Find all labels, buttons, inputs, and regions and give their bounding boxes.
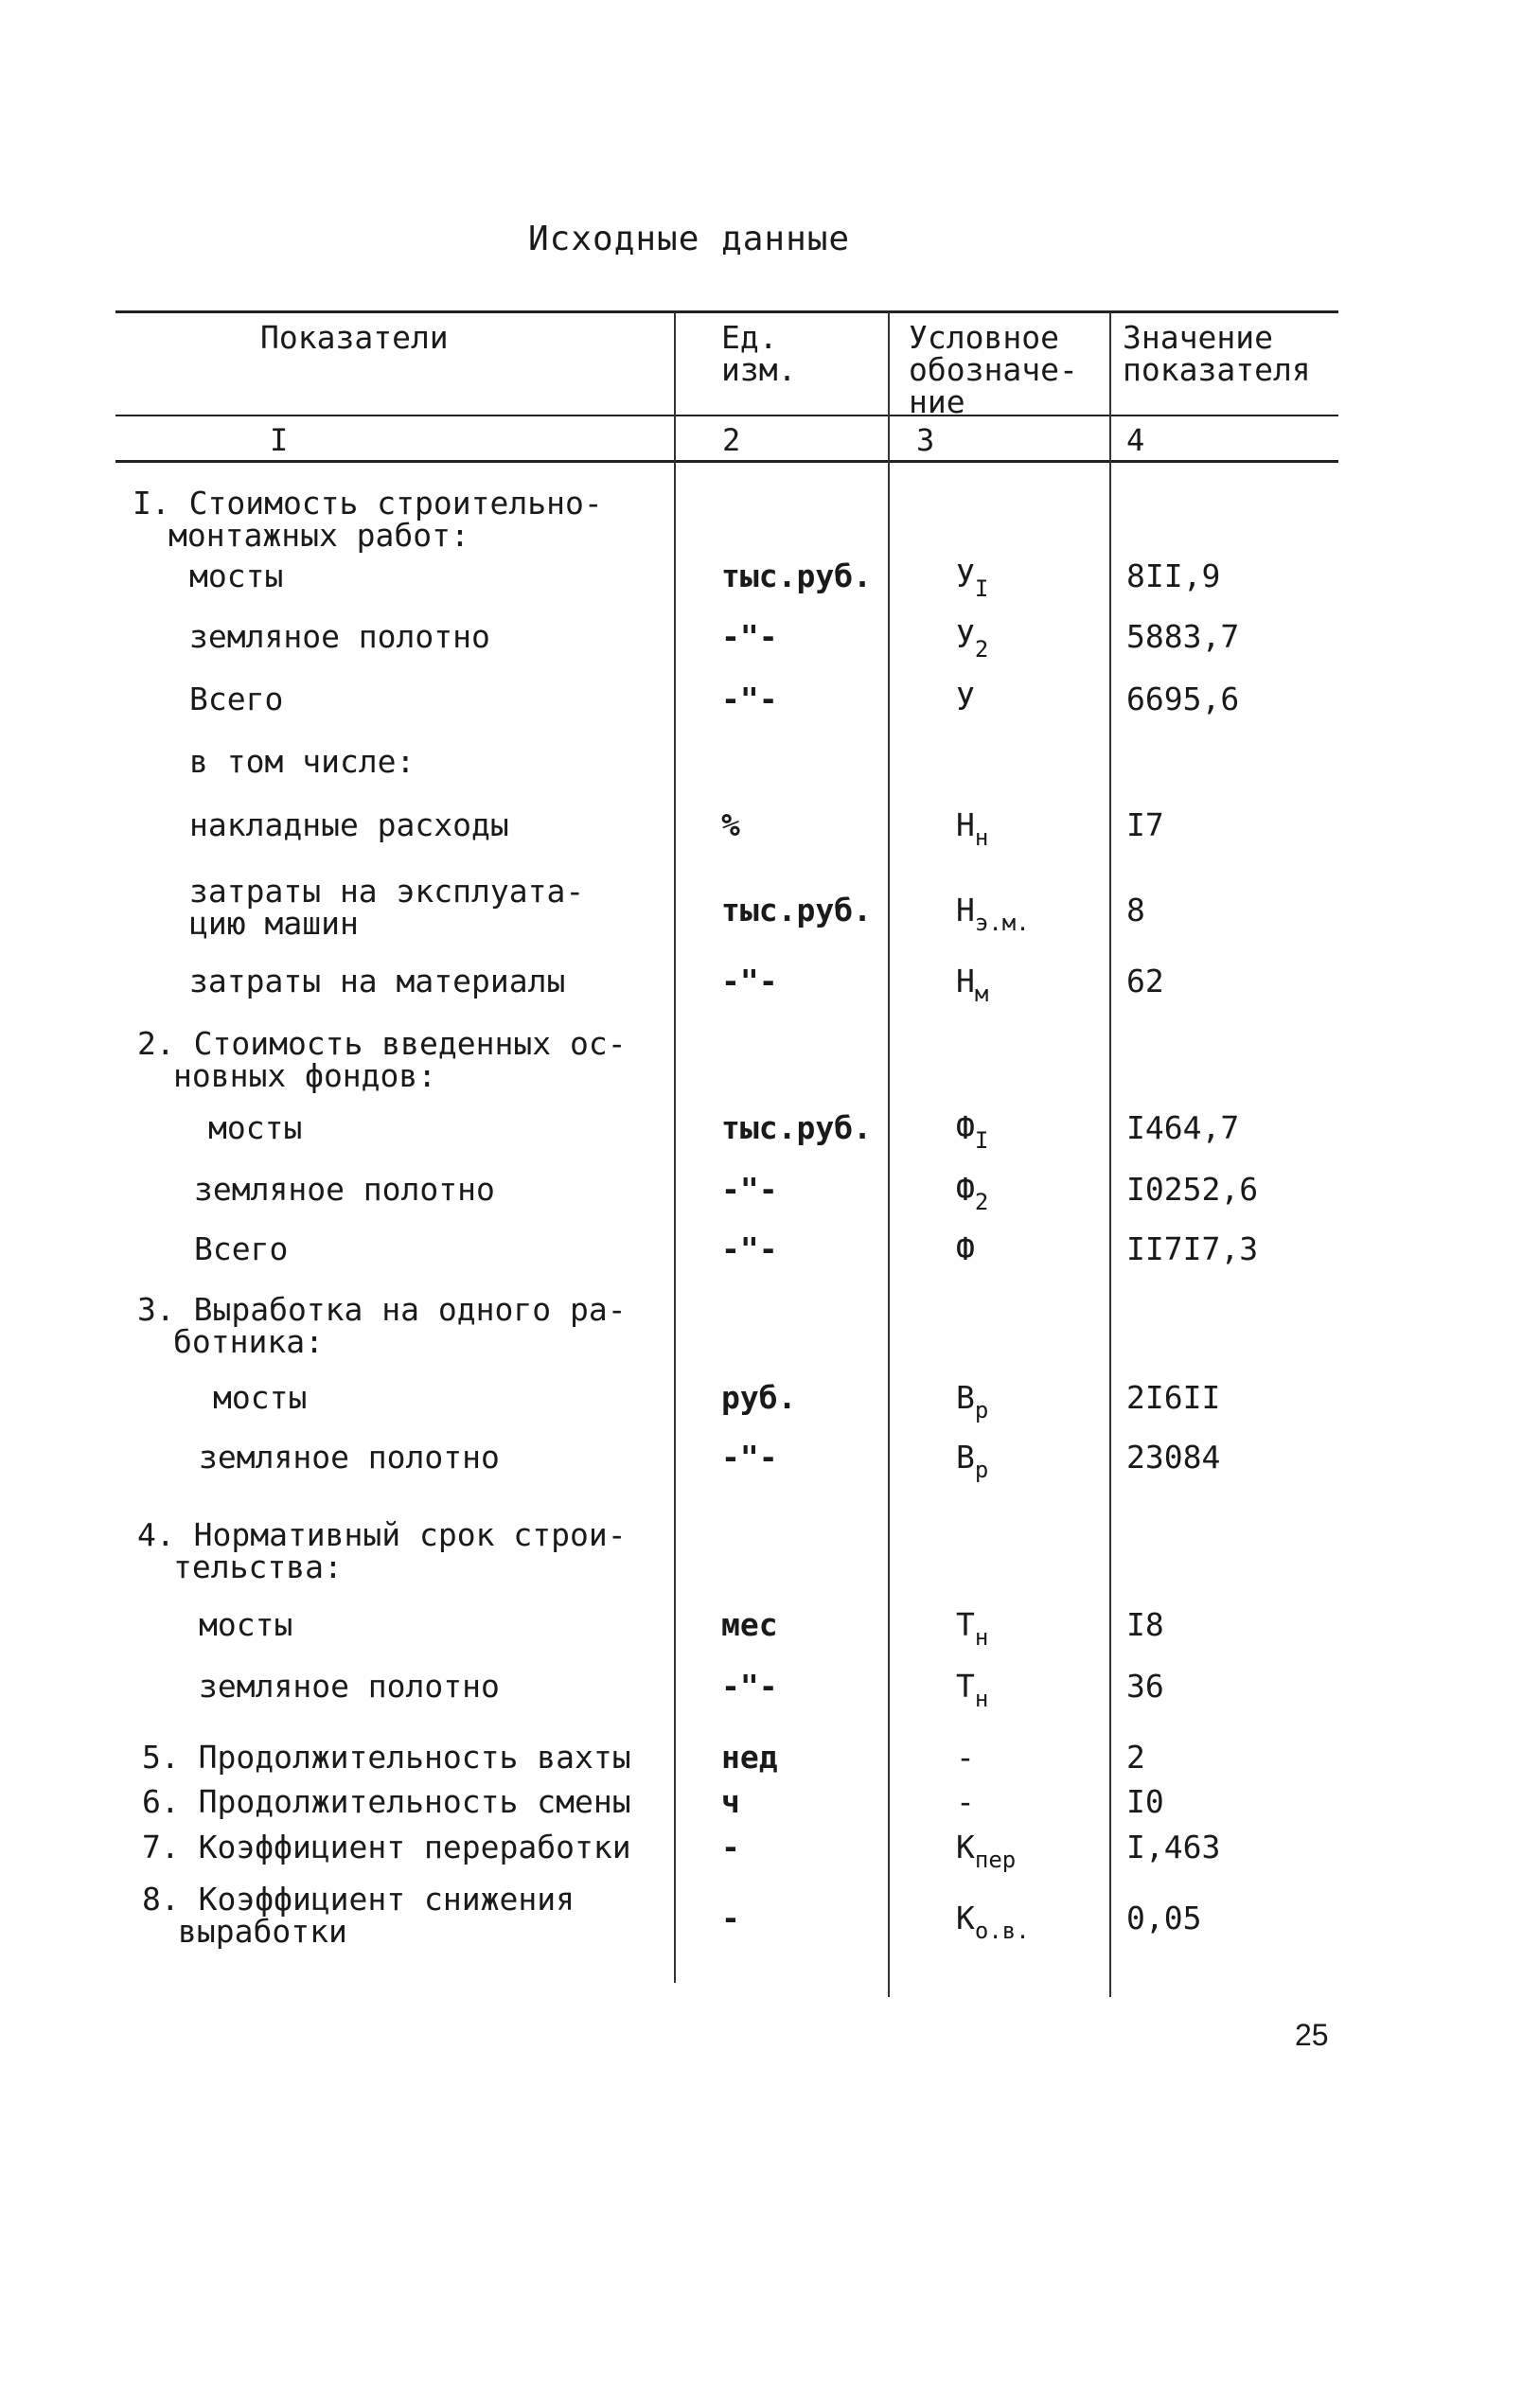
header-unit: Ед. изм. [721, 319, 797, 388]
symbol-letter: Ф [956, 1109, 975, 1146]
column-divider-3 [1109, 312, 1111, 1997]
row-unit: -"- [721, 1171, 778, 1208]
symbol-letter: В [956, 1439, 975, 1476]
symbol-letter: У [956, 681, 975, 717]
row-value: I7 [1126, 806, 1164, 843]
row-unit: -"- [721, 1668, 778, 1705]
row-label-line: Всего [189, 681, 284, 717]
row-label [137, 1291, 627, 1360]
row-label-line: в том числе: [189, 743, 416, 780]
row-label-line: новных фондов: [173, 1057, 437, 1094]
page-number: 25 [1295, 2018, 1329, 2052]
row-label [142, 1883, 575, 1948]
row-label-line: земляное полотно [199, 1439, 500, 1476]
row-label-line: цию машин [189, 905, 359, 942]
column-number-4: 4 [1126, 422, 1145, 458]
symbol-subscript: н [974, 1624, 989, 1651]
row-label-line: земляное полотно [189, 618, 490, 655]
row-value: I464,7 [1126, 1109, 1240, 1146]
row-label [189, 557, 284, 594]
row-symbol [956, 1109, 989, 1157]
row-label-line: 8. Коэффициент снижения [142, 1881, 575, 1918]
row-symbol [956, 1783, 975, 1820]
column-number-1: I [270, 422, 289, 458]
symbol-letter: Н [956, 963, 975, 999]
symbol-subscript: 2 [974, 1189, 989, 1215]
row-label [199, 1441, 500, 1474]
symbol-letter: Т [956, 1668, 975, 1705]
symbol-letter: В [956, 1379, 975, 1416]
row-label-line: мосты [199, 1606, 293, 1643]
symbol-letter: Т [956, 1606, 975, 1643]
row-unit: тыс.руб. [721, 892, 872, 928]
row-label-line: 7. Коэффициент переработки [142, 1829, 631, 1865]
row-label-line: тельства: [173, 1548, 343, 1585]
row-label [189, 875, 584, 940]
row-label-line: земляное полотно [199, 1668, 500, 1705]
row-symbol [956, 894, 1030, 939]
row-label [189, 743, 416, 780]
symbol-subscript: I [974, 1127, 989, 1154]
row-label [194, 1230, 289, 1267]
row-unit: -"- [721, 618, 778, 655]
row-unit: -"- [721, 1439, 778, 1476]
row-unit: -"- [721, 681, 778, 717]
row-label-line: 5. Продолжительность вахты [142, 1739, 631, 1776]
row-value: 2I6II [1126, 1379, 1221, 1416]
symbol-subscript: I [974, 575, 989, 602]
row-unit: % [721, 806, 740, 843]
row-symbol [956, 557, 989, 605]
symbol-letter: Н [956, 892, 975, 928]
row-symbol [956, 1831, 1016, 1876]
row-unit: нед [721, 1739, 778, 1776]
symbol-subscript: о.в. [974, 1918, 1030, 1944]
row-value: I,463 [1126, 1829, 1221, 1865]
row-label [208, 1109, 303, 1146]
row-value: 6695,6 [1126, 681, 1240, 717]
column-divider-2 [888, 312, 890, 1997]
table-top-rule [115, 310, 1338, 313]
row-value: 62 [1126, 963, 1164, 999]
row-unit: мес [721, 1606, 778, 1643]
row-value: 8 [1126, 892, 1145, 928]
row-value: I0252,6 [1126, 1171, 1259, 1208]
symbol-letter: - [956, 1739, 975, 1776]
row-symbol [956, 1230, 975, 1267]
row-label-line: 3. Выработка на одного ра- [137, 1291, 627, 1328]
row-label [142, 1739, 631, 1776]
colnum-bottom-rule [115, 460, 1338, 463]
symbol-subscript: н [974, 1686, 989, 1712]
row-label [137, 1025, 627, 1094]
symbol-letter: Н [956, 806, 975, 843]
row-label-line: I. Стоимость строительно- [133, 485, 603, 522]
row-unit: - [721, 1829, 740, 1865]
symbol-letter: К [956, 1829, 975, 1865]
row-unit: руб. [721, 1379, 797, 1416]
page-title: Исходные данные [528, 220, 851, 258]
row-symbol [956, 965, 988, 1010]
row-label [142, 1831, 631, 1864]
row-symbol [956, 1902, 1030, 1947]
symbol-subscript: р [974, 1457, 989, 1483]
header-indicator: Показатели [260, 319, 449, 356]
row-symbol [956, 1379, 989, 1426]
symbol-subscript: э.м. [974, 910, 1030, 936]
row-value: 8II,9 [1126, 557, 1221, 594]
row-symbol [956, 1668, 989, 1715]
row-label-line: мосты [213, 1379, 308, 1416]
row-label [142, 1783, 631, 1820]
symbol-subscript: пер [974, 1847, 1017, 1873]
row-label-line: затраты на материалы [189, 963, 566, 999]
row-label [137, 1516, 627, 1585]
row-symbol [956, 1441, 988, 1486]
symbol-letter: К [956, 1900, 975, 1936]
row-value: 0,05 [1126, 1900, 1202, 1936]
row-label-line: 4. Нормативный срок строи- [137, 1516, 627, 1553]
row-unit: ч [721, 1783, 740, 1820]
row-label [199, 1668, 500, 1705]
row-label-line: 2. Стоимость введенных ос- [137, 1025, 627, 1062]
row-value: 5883,7 [1126, 618, 1240, 655]
row-value: 23084 [1126, 1439, 1221, 1476]
row-unit: - [721, 1900, 740, 1936]
row-value: II7I7,3 [1126, 1230, 1259, 1267]
row-label [133, 487, 603, 552]
row-label [189, 618, 490, 655]
header-value: Значение показателя [1123, 319, 1311, 388]
row-label-line: выработки [178, 1913, 347, 1950]
row-label [213, 1379, 308, 1416]
row-symbol [956, 1606, 989, 1653]
row-label [189, 806, 509, 843]
symbol-letter: У [956, 557, 975, 594]
row-unit: тыс.руб. [721, 1109, 872, 1146]
row-value: 36 [1126, 1668, 1164, 1705]
symbol-subscript: р [974, 1397, 989, 1423]
row-label-line: Всего [194, 1230, 289, 1267]
symbol-letter: - [956, 1783, 975, 1820]
column-number-2: 2 [722, 422, 741, 458]
row-value: I8 [1126, 1606, 1164, 1643]
row-symbol [956, 1739, 975, 1776]
row-label [194, 1171, 495, 1208]
row-symbol [956, 806, 989, 854]
row-label [199, 1606, 293, 1643]
row-label-line: затраты на эксплуата- [189, 873, 585, 910]
row-value: 2 [1126, 1739, 1145, 1776]
row-label-line: монтажных работ: [168, 517, 469, 554]
row-label-line: 6. Продолжительность смены [142, 1783, 631, 1820]
row-value: I0 [1126, 1783, 1164, 1820]
symbol-letter: У [956, 618, 975, 655]
row-unit: -"- [721, 963, 778, 999]
row-symbol [956, 683, 975, 716]
header-bottom-rule [115, 415, 1338, 416]
symbol-subscript: м [974, 981, 989, 1007]
row-symbol [956, 618, 989, 665]
column-divider-1 [674, 312, 676, 1983]
row-label-line: мосты [208, 1109, 303, 1146]
row-unit: тыс.руб. [721, 557, 872, 594]
symbol-subscript: н [974, 824, 989, 851]
symbol-subscript: 2 [974, 636, 989, 663]
symbol-letter: Ф [956, 1171, 975, 1208]
row-unit: -"- [721, 1230, 778, 1267]
header-symbol: Условное обозначе- ние [909, 319, 1078, 420]
row-symbol [956, 1171, 989, 1218]
row-label [189, 683, 283, 716]
column-number-3: 3 [916, 422, 935, 458]
symbol-letter: Ф [956, 1230, 975, 1267]
row-label [189, 965, 565, 998]
row-label-line: накладные расходы [189, 806, 509, 843]
row-label-line: земляное полотно [194, 1171, 495, 1208]
row-label-line: ботника: [173, 1323, 324, 1360]
row-label-line: мосты [189, 557, 284, 594]
